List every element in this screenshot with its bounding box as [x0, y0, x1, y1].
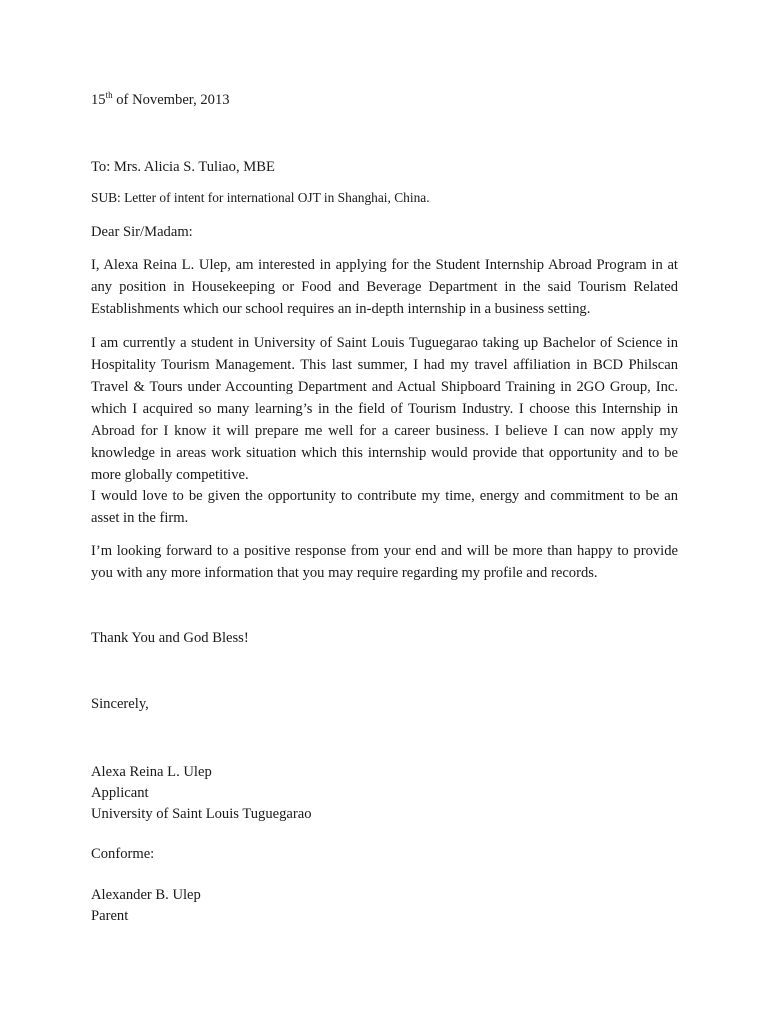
subject-line: SUB: Letter of intent for international OJT in Shanghai, China.: [91, 190, 430, 205]
applicant-name: Alexa Reina L. Ulep: [91, 764, 212, 780]
sign-off: Sincerely,: [91, 696, 149, 712]
paragraph-closing: I’m looking forward to a positive response from your end and will be more than happy to provide you with any more information that you may require regarding my profile and records.: [91, 543, 678, 581]
paragraph-opportunity: I would love to be given the opportunity to contribute my time, energy and commitment to be an asset in the firm.: [91, 488, 678, 526]
recipient-line: To: Mrs. Alicia S. Tuliao, MBE: [91, 159, 275, 175]
conforme-label: Conforme:: [91, 846, 155, 862]
date-rest: of November, 2013: [112, 92, 230, 108]
paragraph-background: I am currently a student in University of Saint Louis Tuguegarao taking up Bachelor of Science in Hospitality Tourism Management. This last summer, I had my travel affiliation in BCD Philscan Travel & Tours under Accounting Department and Actual Shipboard Training in 2GO Group, Inc. which I acquired so many learning’s in the field of Tourism Industry. I choose this Internship in Abroad for I know it will prepare me well for a career business. I believe I can now apply my knowledge in areas work situation which this internship would provide that opportunity and to be more globally competitive.: [91, 335, 678, 483]
applicant-school: University of Saint Louis Tuguegarao: [91, 806, 312, 822]
parent-name: Alexander B. Ulep: [91, 887, 201, 903]
date-suffix: th: [105, 90, 113, 100]
closing-remark: Thank You and God Bless!: [91, 630, 249, 646]
salutation: Dear Sir/Madam:: [91, 224, 193, 240]
letter-date: [91, 92, 230, 109]
applicant-role: Applicant: [91, 785, 149, 801]
date-day: 15: [91, 92, 106, 108]
paragraph-intro: I, Alexa Reina L. Ulep, am interested in applying for the Student Internship Abroad Program in at any position in Housekeeping or Food and Beverage Department in the said Tourism Related Establishments which our school requires an in-depth internship in a business setting.: [91, 257, 678, 317]
parent-role: Parent: [91, 908, 129, 924]
